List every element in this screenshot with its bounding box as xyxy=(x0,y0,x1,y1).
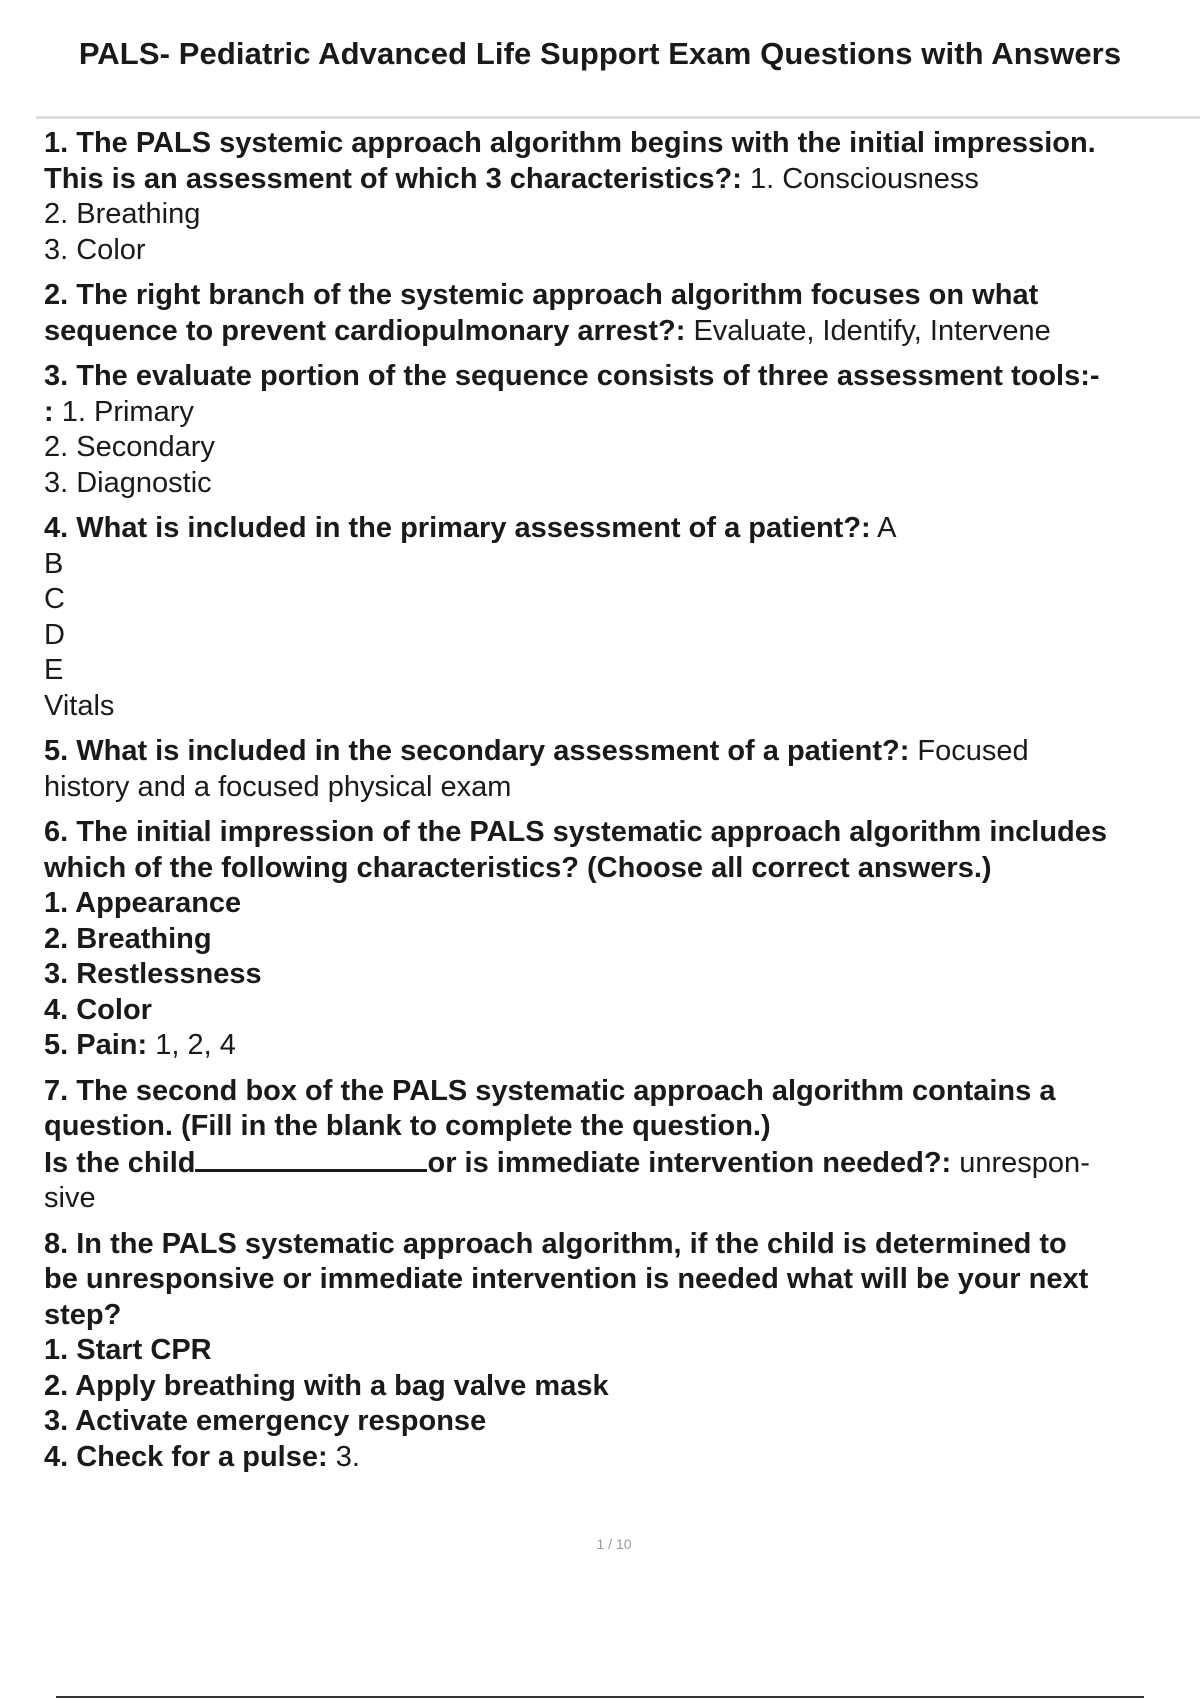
question-text: question. (Fill in the blank to complete the question.) xyxy=(44,1110,771,1142)
question-text: 3. The evaluate portion of the sequence consists of three assessment tools:- xyxy=(44,360,1100,392)
option-text: 3. Restlessness xyxy=(44,958,262,990)
question-text: : xyxy=(44,395,54,428)
option-text: 2. Breathing xyxy=(44,922,212,955)
answer-text: E xyxy=(44,654,64,686)
question-text: 7. The second box of the PALS systematic approach algorithm contains a xyxy=(44,1074,1056,1107)
question-text: 8. In the PALS systematic approach algorithm, if the child is determined to xyxy=(44,1227,1067,1260)
question-text: 5. What is included in the secondary assessment of a patient?: xyxy=(44,735,910,767)
question-1 xyxy=(44,126,1194,268)
question-text: 6. The initial impression of the PALS systematic approach algorithm includes xyxy=(44,816,1108,848)
option-text: 1. Start CPR xyxy=(44,1334,212,1366)
question-text: 2. The right branch of the systemic approach algorithm focuses on what xyxy=(44,279,1039,311)
answer-text: Vitals xyxy=(44,689,115,722)
option-text: 2. Apply breathing with a bag valve mask xyxy=(44,1369,609,1402)
answer-text: A xyxy=(870,512,897,544)
answer-text: Focused xyxy=(909,735,1029,767)
question-text: step? xyxy=(44,1298,122,1331)
answer-text: D xyxy=(44,618,65,651)
page-bottom-rule xyxy=(56,1696,1144,1698)
question-6 xyxy=(44,815,1194,1064)
answer-text: 1. Consciousness xyxy=(741,162,979,195)
page-indicator: 1 / 10 xyxy=(596,1536,632,1552)
question-text: which of the following characteristics? (Choose all correct answers.) xyxy=(44,851,992,884)
answer-text: Evaluate, Identify, Intervene xyxy=(685,314,1051,347)
question-text: be unresponsive or immediate intervention is needed what will be your next xyxy=(44,1263,1089,1295)
answer-text: 1, 2, 4 xyxy=(147,1029,236,1061)
answer-text: unrespon- xyxy=(951,1146,1090,1179)
question-7 xyxy=(44,1074,1194,1217)
answer-text: sive xyxy=(44,1182,96,1214)
answer-text: 3. Diagnostic xyxy=(44,466,212,499)
answer-text: 3. Color xyxy=(44,233,146,266)
question-text: or is immediate intervention needed?: xyxy=(427,1146,952,1179)
question-3 xyxy=(44,359,1194,501)
question-text: 1. The PALS systemic approach algorithm begins with the initial impression. xyxy=(44,127,1096,159)
question-text: This is an assessment of which 3 characteristics?: xyxy=(44,162,742,195)
option-text: 3. Activate emergency response xyxy=(44,1405,487,1437)
answer-text: 2. Secondary xyxy=(44,431,215,463)
answer-text: C xyxy=(44,583,65,615)
question-text: sequence to prevent cardiopulmonary arrest?: xyxy=(44,314,686,347)
option-text: 5. Pain: xyxy=(44,1029,148,1061)
question-8 xyxy=(44,1227,1194,1476)
title-divider xyxy=(36,116,1200,119)
answer-text: 2. Breathing xyxy=(44,198,201,230)
answer-text: 3. xyxy=(327,1440,360,1473)
question-4 xyxy=(44,511,1194,724)
document-title: PALS- Pediatric Advanced Life Support Exam Questions with Answers xyxy=(78,36,1122,71)
answer-text: history and a focused physical exam xyxy=(44,770,512,803)
option-text: 1. Appearance xyxy=(44,887,242,919)
fill-in-blank-line xyxy=(195,1145,427,1172)
question-list xyxy=(44,126,1194,1485)
question-text: 4. What is included in the primary assessment of a patient?: xyxy=(44,512,871,544)
question-text: Is the child xyxy=(44,1146,196,1179)
question-5 xyxy=(44,734,1194,805)
option-text: 4. Color xyxy=(44,993,152,1026)
answer-text: 1. Primary xyxy=(53,395,194,428)
option-text: 4. Check for a pulse: xyxy=(44,1440,328,1473)
answer-text: B xyxy=(44,547,64,580)
question-2 xyxy=(44,278,1194,349)
